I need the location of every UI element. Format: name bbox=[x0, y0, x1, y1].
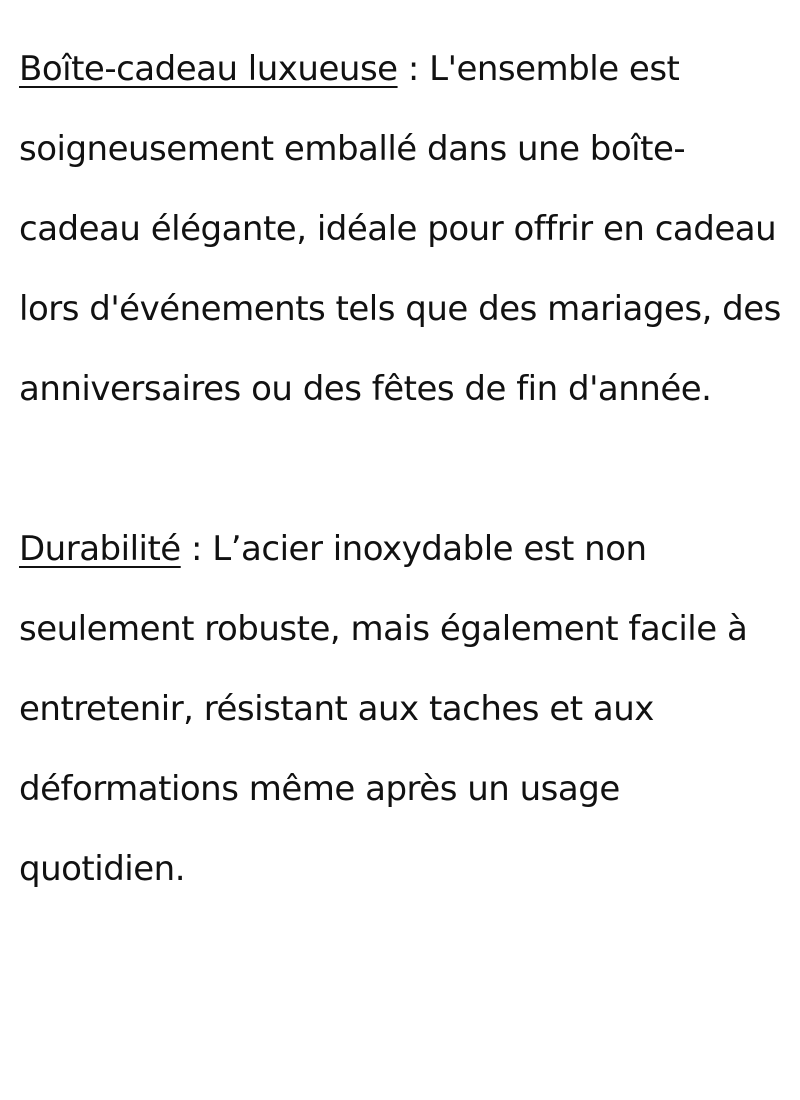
paragraph-durability-text: L’acier inoxydable est non seulement robuste, mais également facile à entretenir, résistant aux taches et aux déformations même après un usage quotidien. bbox=[19, 529, 748, 889]
paragraph-durability bbox=[19, 509, 789, 909]
separator: : bbox=[180, 529, 213, 569]
separator: : bbox=[397, 49, 430, 89]
term-durability: Durabilité bbox=[19, 529, 181, 569]
paragraph-gift-box bbox=[19, 29, 789, 429]
term-gift-box: Boîte-cadeau luxueuse bbox=[19, 49, 398, 89]
paragraph-gift-box-text: L'ensemble est soigneusement emballé dans une boîte-cadeau élégante, idéale pour offrir en cadeau lors d'événements tels que des mariages, des anniversaires ou des fêtes de fin d'année. bbox=[19, 49, 781, 409]
document-body bbox=[19, 29, 789, 909]
